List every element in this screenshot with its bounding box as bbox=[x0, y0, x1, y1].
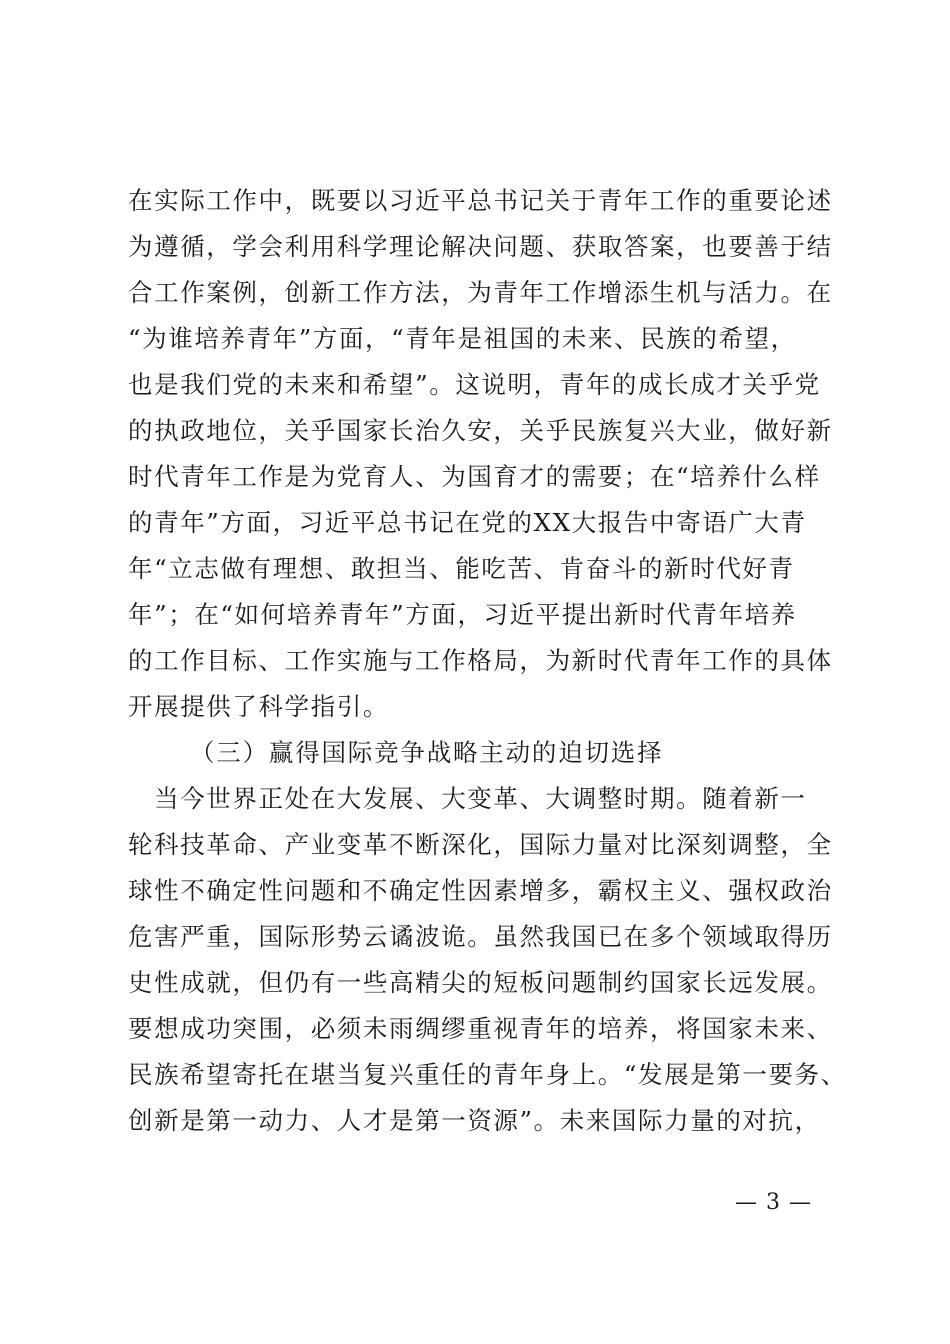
body-text-line: 的执政地位，关乎国家长治久安，关乎民族复兴大业，做好新 bbox=[128, 416, 833, 445]
body-text-line: 的工作目标、工作实施与工作格局，为新时代青年工作的具体 bbox=[128, 646, 833, 675]
body-text-line: 球性不确定性问题和不确定性因素增多，霸权主义、强权政治 bbox=[128, 876, 833, 905]
page-number: — 3 — bbox=[735, 1190, 812, 1215]
body-text-line: 轮科技革命、产业变革不断深化，国际力量对比深刻调整，全 bbox=[128, 830, 833, 859]
body-text-line: 年“立志做有理想、敢担当、能吃苦、肯奋斗的新时代好青 bbox=[128, 554, 795, 583]
section-heading: （三）赢得国际竞争战略主动的迫切选择 bbox=[190, 738, 664, 767]
body-text-line: 为遵循，学会利用科学理论解决问题、获取答案，也要善于结 bbox=[128, 232, 833, 261]
body-text-line: 时代青年工作是为党育人、为国育才的需要；在“培养什么样 bbox=[128, 462, 821, 491]
body-text-line: 史性成就，但仍有一些高精尖的短板问题制约国家长远发展。 bbox=[128, 968, 833, 997]
body-text-line: 要想成功突围，必须未雨绸缪重视青年的培养，将国家未来、 bbox=[128, 1014, 833, 1043]
body-text-line: 危害严重，国际形势云谲波诡。虽然我国已在多个领域取得历 bbox=[128, 922, 833, 951]
body-text-line: “为谁培养青年”方面，“青年是祖国的未来、民族的希望， bbox=[128, 324, 797, 353]
body-text-line: 年”；在“如何培养青年”方面，习近平提出新时代青年培养 bbox=[128, 600, 797, 629]
body-text-line: 开展提供了科学指引。 bbox=[128, 692, 389, 721]
body-text-line: 的青年”方面，习近平总书记在党的XX大报告中寄语广大青 bbox=[128, 508, 807, 537]
body-text-line: 民族希望寄托在堪当复兴重任的青年身上。“发展是第一要务、 bbox=[128, 1060, 847, 1089]
body-text-line: 也是我们党的未来和希望”。这说明，青年的成长成才关乎党 bbox=[128, 370, 821, 399]
body-text-line: 创新是第一动力、人才是第一资源”。未来国际力量的对抗， bbox=[128, 1106, 821, 1135]
body-text-line: 当今世界正处在大发展、大变革、大调整时期。随着新一 bbox=[128, 784, 807, 813]
body-text-line: 在实际工作中，既要以习近平总书记关于青年工作的重要论述 bbox=[128, 186, 833, 215]
body-text-line: 合工作案例，创新工作方法，为青年工作增添生机与活力。在 bbox=[128, 278, 833, 307]
